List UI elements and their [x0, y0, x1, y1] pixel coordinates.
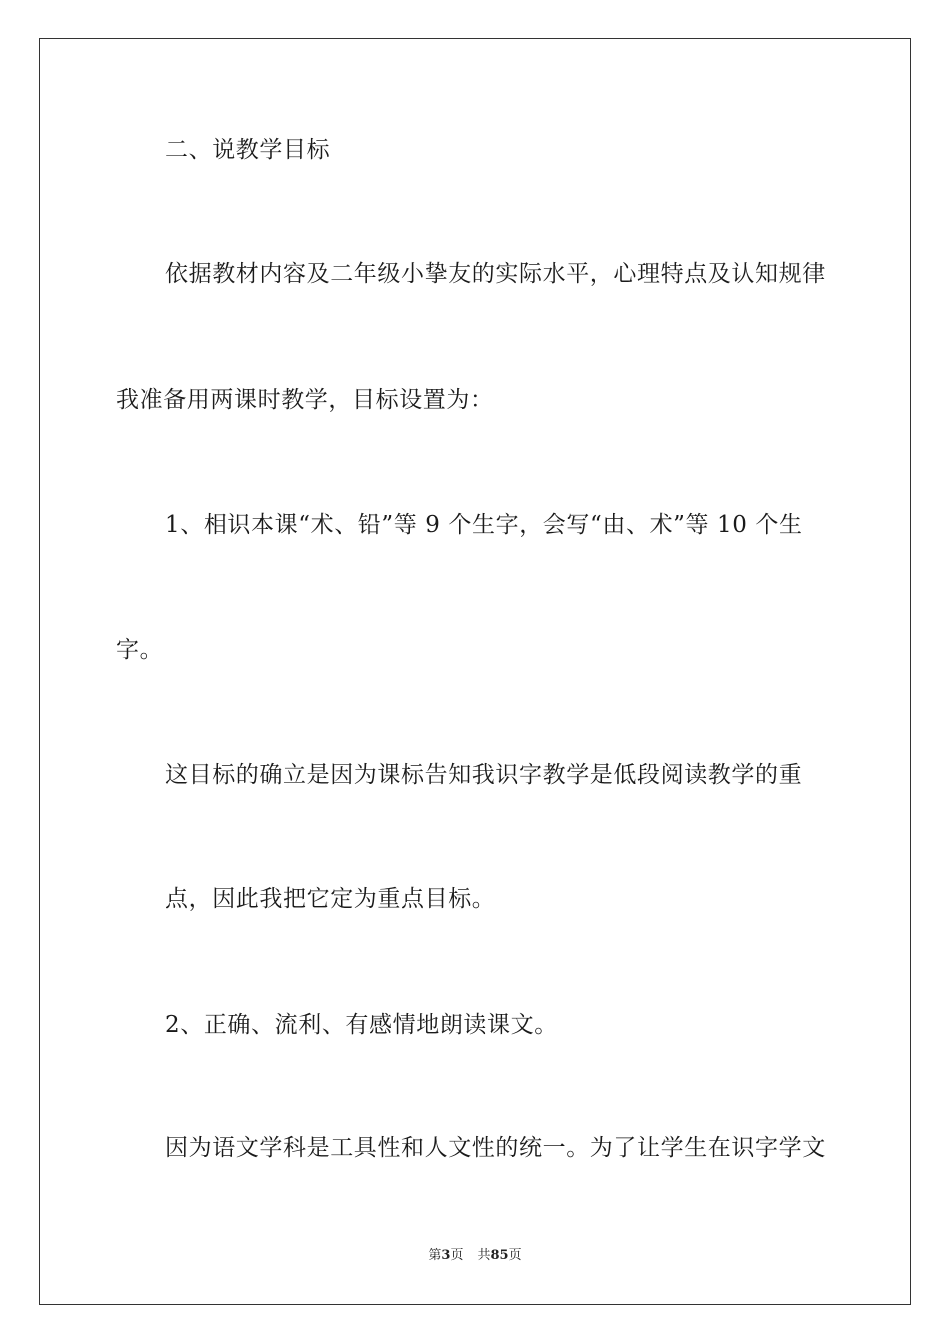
paragraph-line: 我准备用两课时教学，目标设置为： — [116, 387, 494, 413]
total-label-prefix: 共 — [477, 1248, 491, 1263]
paragraph-line: 因为语文学科是工具性和人文性的统一。为了让学生在识字学文 — [165, 1135, 826, 1161]
page-label-suffix: 页 — [450, 1248, 464, 1263]
total-label-suffix: 页 — [508, 1248, 522, 1263]
page-border — [39, 38, 911, 1305]
goal-item-1-line: 字。 — [116, 637, 164, 663]
page-number: 3 — [441, 1248, 451, 1263]
paragraph-line: 点，因此我把它定为重点目标。 — [165, 886, 496, 912]
goal-item-1-line: 1、相识本课“术、铅”等 9 个生字，会写“由、术”等 10 个生 — [165, 512, 803, 538]
paragraph-line: 依据教材内容及二年级小挚友的实际水平，心理特点及认知规律 — [165, 261, 826, 287]
page-label-prefix: 第 — [428, 1248, 442, 1263]
heading-teaching-goals: 二、说教学目标 — [165, 137, 331, 163]
goal-item-2-line: 2、正确、流利、有感情地朗读课文。 — [165, 1012, 558, 1038]
paragraph-line: 这目标的确立是因为课标告知我识字教学是低段阅读教学的重 — [165, 762, 803, 788]
page-footer — [0, 1247, 950, 1265]
total-pages: 85 — [490, 1248, 509, 1263]
